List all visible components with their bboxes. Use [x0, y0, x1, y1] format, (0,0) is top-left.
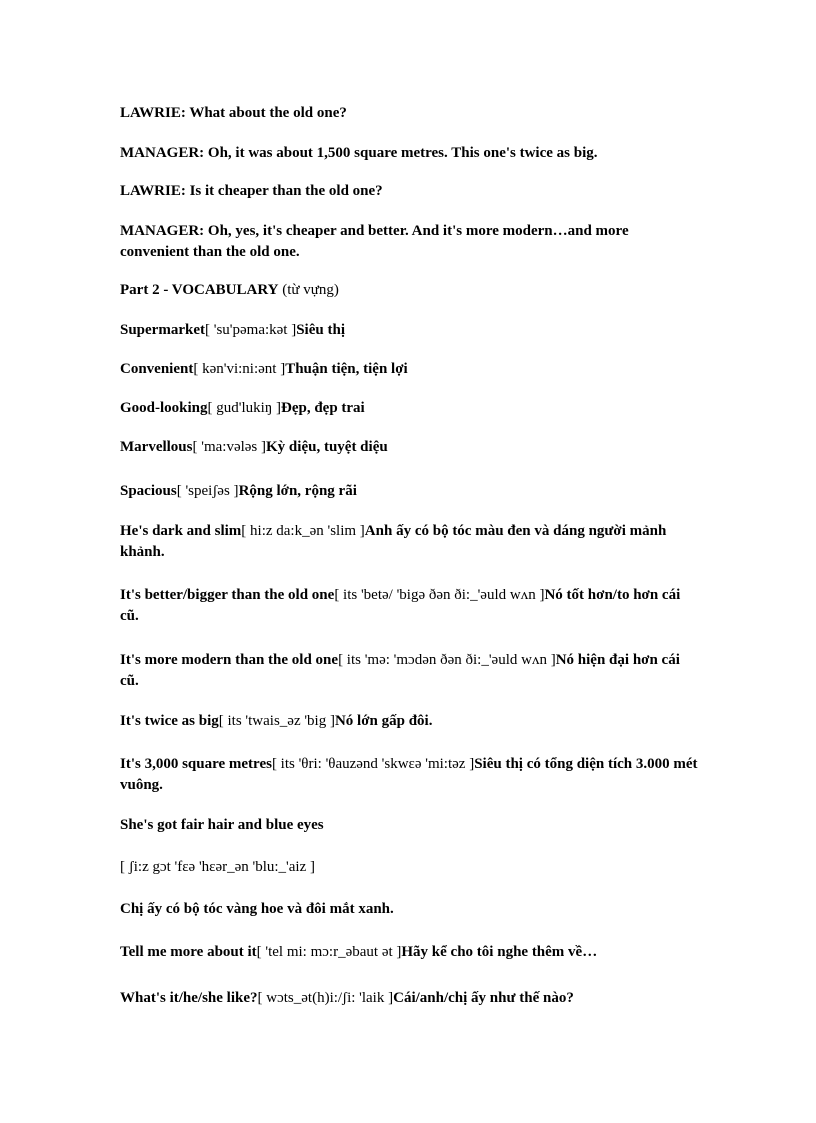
vocab-entry-supermarket: [120, 320, 700, 341]
vocab-term: He's dark and slim: [120, 523, 242, 539]
dialogue-line-lawrie-1: LAWRIE: What about the old one?: [120, 105, 347, 121]
vocab-meaning: Thuận tiện, tiện lợi: [285, 361, 408, 377]
vocab-ipa: [ its 'θri: 'θauzənd 'skwɛə 'mi:təz ]: [271, 756, 475, 772]
vocab-term: Supermarket: [120, 322, 205, 338]
vocab-meaning: Cái/anh/chị ấy như thế nào?: [393, 990, 574, 1006]
vocab-meaning-fair-hair: Chị ấy có bộ tóc vàng hoe và đôi mắt xanh.: [120, 901, 394, 917]
vocab-term: Marvellous: [120, 439, 193, 455]
vocab-meaning: Hãy kể cho tôi nghe thêm về…: [401, 944, 598, 960]
vocab-meaning: Đẹp, đẹp trai: [280, 400, 365, 416]
vocab-term: What's it/he/she like?: [120, 990, 258, 1006]
vocab-meaning: Nó lớn gấp đôi.: [334, 713, 433, 729]
vocab-entry-marvellous: [120, 437, 700, 458]
vocab-term: It's twice as big: [120, 713, 219, 729]
vocab-ipa: [ its 'mə: 'mɔdən ðən ði:_'əuld wʌn ]: [338, 652, 556, 668]
vocab-meaning: Nó tốt hơn/to hơn cái cũ.: [120, 587, 681, 624]
vocab-term: It's 3,000 square metres: [120, 756, 272, 772]
vocab-term: Good-looking: [120, 400, 208, 416]
vocab-ipa: [ its 'twais_əz 'big ]: [218, 713, 335, 729]
vocab-entry-square-metres: [120, 754, 700, 796]
vocab-entry-whats-it-like: [120, 988, 700, 1009]
vocab-ipa: [ hi:z da:k_ən 'slim ]: [241, 523, 365, 539]
vocab-ipa-fair-hair: [ ʃi:z gɔt 'fɛə 'hɛər_ən 'blu:_'aiz ]: [120, 859, 315, 875]
vocab-term: Tell me more about it: [120, 944, 257, 960]
vocab-ipa: [ 'su'pəma:kət ]: [205, 322, 297, 338]
section-heading-vocabulary: Part 2 - VOCABULARY (từ vựng): [120, 282, 339, 298]
vocab-term: It's more modern than the old one: [120, 652, 339, 668]
vocab-term: Convenient: [120, 361, 194, 377]
vocab-entry-spacious: [120, 481, 700, 502]
vocab-term: It's better/bigger than the old one: [120, 587, 335, 603]
vocab-term-fair-hair: She's got fair hair and blue eyes: [120, 817, 324, 833]
vocab-meaning: Siêu thị có tổng diện tích 3.000 mét vuông.: [120, 756, 698, 793]
vocab-ipa: [ kən'vi:ni:ənt ]: [193, 361, 286, 377]
vocab-meaning: Rộng lớn, rộng rãi: [238, 483, 357, 499]
vocab-meaning: Kỳ diệu, tuyệt diệu: [266, 439, 388, 455]
vocab-meaning: Nó hiện đại hơn cái cũ.: [120, 652, 680, 689]
vocab-ipa: [ wɔts_ət(h)i:/ʃi: 'laik ]: [257, 990, 394, 1006]
vocab-ipa: [ its 'betə/ 'bigə ðən ði:_'əuld wʌn ]: [334, 587, 545, 603]
vocab-ipa: [ 'speiʃəs ]: [176, 483, 239, 499]
dialogue-line-manager-1: MANAGER: Oh, it was about 1,500 square metres. This one's twice as big.: [120, 145, 598, 161]
vocab-entry-convenient: [120, 359, 700, 380]
vocab-ipa: [ 'tel mi: mɔ:r_əbaut ət ]: [256, 944, 402, 960]
vocab-entry-more-modern: [120, 650, 700, 692]
vocab-entry-tell-me-more: [120, 942, 700, 963]
vocab-ipa: [ 'ma:vələs ]: [192, 439, 267, 455]
dialogue-line-lawrie-2: LAWRIE: Is it cheaper than the old one?: [120, 183, 383, 199]
vocab-entry-better-bigger: [120, 585, 700, 627]
vocab-ipa: [ gud'lukiŋ ]: [207, 400, 281, 416]
vocab-meaning: Anh ấy có bộ tóc màu đen và dáng người mảnh khảnh.: [120, 523, 667, 560]
vocab-meaning: Siêu thị: [296, 322, 345, 338]
vocab-entry-good-looking: [120, 398, 700, 419]
vocab-term: Spacious: [120, 483, 177, 499]
vocab-entry-dark-and-slim: [120, 521, 700, 563]
vocab-entry-twice-as-big: [120, 711, 700, 732]
dialogue-line-manager-2: MANAGER: Oh, yes, it's cheaper and better. And it's more modern…and more convenient than the old one.: [120, 223, 629, 260]
